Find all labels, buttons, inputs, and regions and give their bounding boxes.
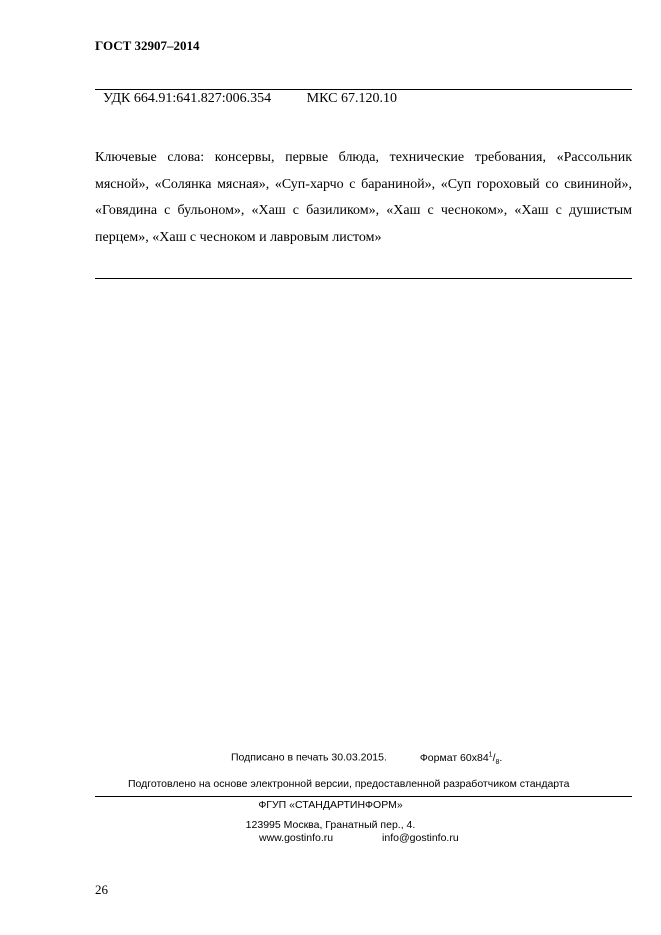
email-link[interactable]: info@gostinfo.ru <box>382 832 459 844</box>
imprint-rule <box>95 796 632 797</box>
keywords-paragraph: Ключевые слова: консервы, первые блюда, технические требования, «Рассольник мясной», «Солянка мясная», «Суп-харчо с бараниной», «Суп гороховый со свининой», «Говядина с бульоном», «Хаш с базиликом», «Хаш с чесноком», «Хаш с душистым перцем», «Хаш с чесноком и лавровым листом» <box>95 150 632 245</box>
signed-date: Подписано в печать 30.03.2015. <box>231 751 387 764</box>
mks-code: МКС 67.120.10 <box>306 91 397 106</box>
document-id: ГОСТ 32907–2014 <box>95 38 200 53</box>
publisher-name: ФГУП «СТАНДАРТИНФОРМ» <box>258 799 403 811</box>
keywords-rule <box>95 278 632 279</box>
udk-code: УДК 664.91:641.827:006.354 <box>103 91 272 106</box>
contact-line <box>259 832 459 844</box>
print-format: Формат $60х84^1/_8$. <box>419 751 503 766</box>
signed-line <box>231 751 502 766</box>
publisher-address: 123995 Москва, Гранатный пер., 4. <box>245 819 416 831</box>
classification-line <box>103 91 397 107</box>
website-link[interactable]: www.gostinfo.ru <box>259 832 334 844</box>
prepared-note: Подготовлено на основе электронной версии, предоставленной разработчиком стандарта <box>128 778 570 790</box>
page-number: 26 <box>95 882 108 897</box>
top-rule <box>95 89 632 90</box>
